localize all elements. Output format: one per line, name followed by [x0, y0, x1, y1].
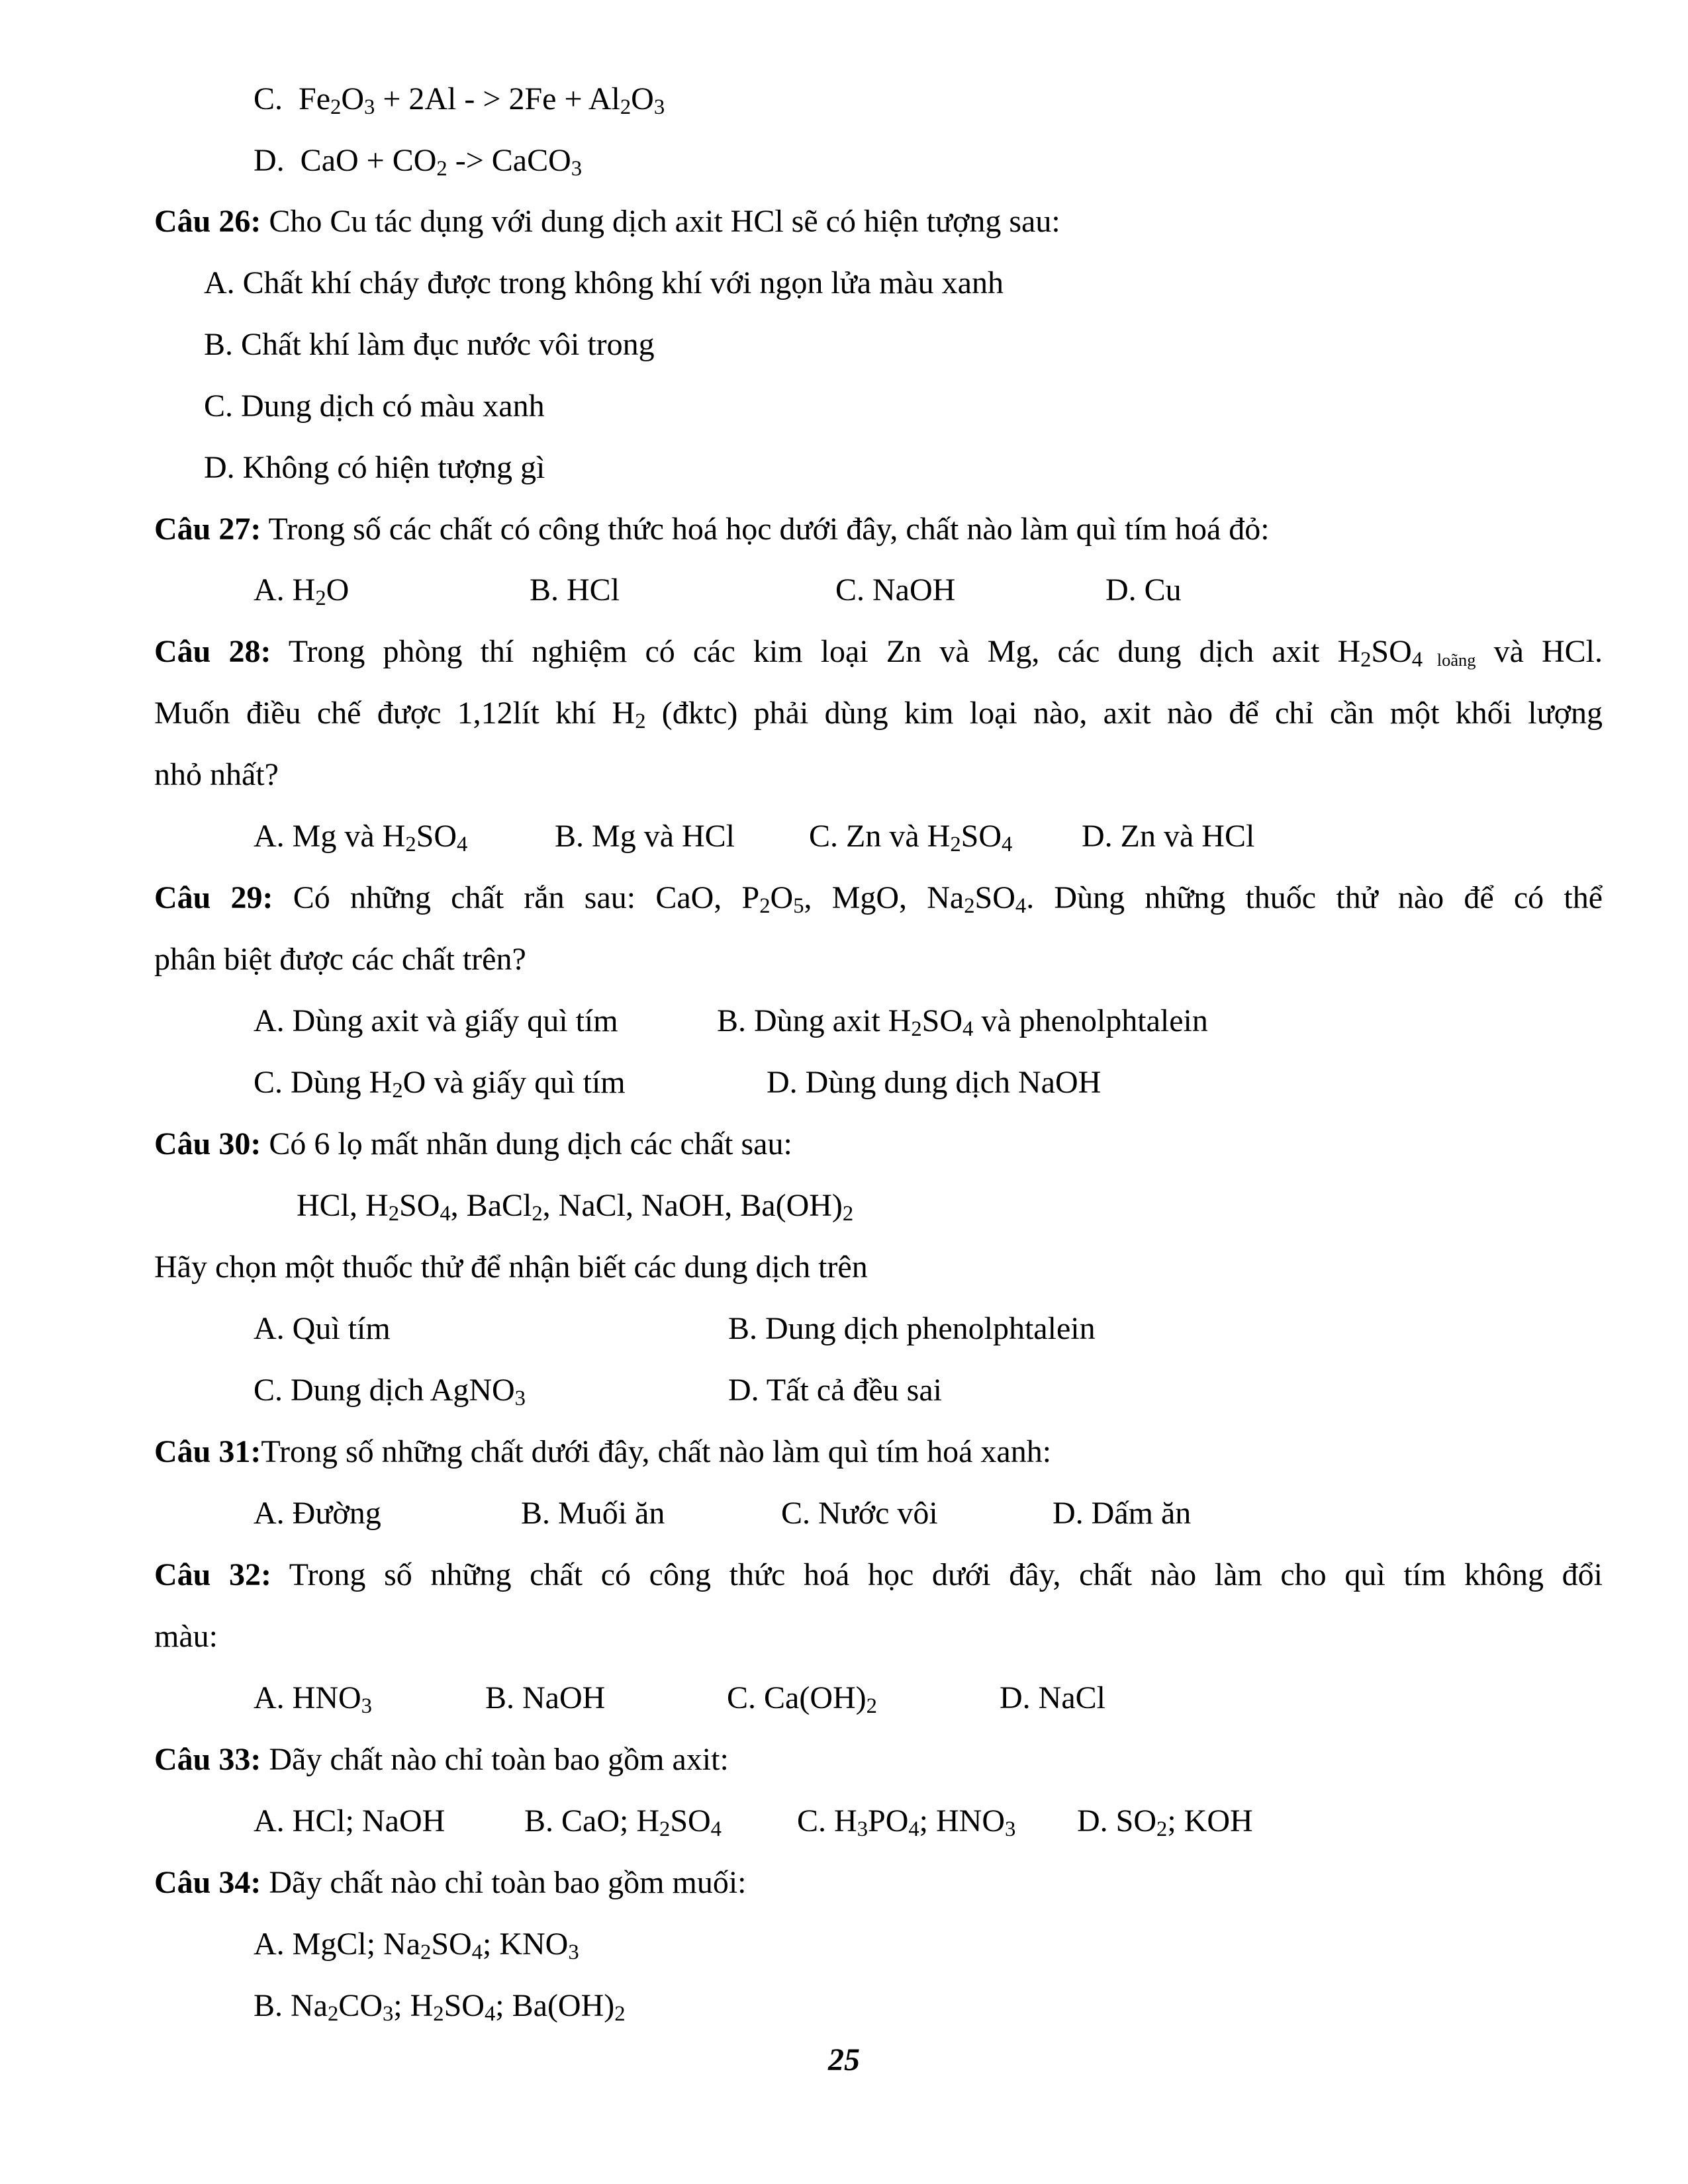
q28-option-b: B. Mg và HCl [555, 819, 735, 854]
q27-option-b: B. HCl [530, 572, 620, 608]
q34-option-a: A. MgCl; $Na_2SO_4$; $KNO_3$ [254, 1927, 579, 1965]
q27-question: Câu 27: Trong số các chất có công thức hoá học dưới đây, chất nào làm quì tím hoá đỏ: [154, 512, 1270, 547]
q28-option-c: C. Zn và $H_2SO_4$ [809, 819, 1013, 857]
q34-question: Câu 34: Dãy chất nào chỉ toàn bao gồm muối: [154, 1865, 747, 1900]
q33-option-a: A. HCl; NaOH [254, 1803, 445, 1839]
q30-prompt: Hãy chọn một thuốc thử để nhận biết các dung dịch trên [154, 1250, 868, 1285]
q25-option-d: D. CaO + $CO_2$ -> CaCO$_3$ [254, 143, 583, 181]
q27-option-c: C. NaOH [835, 572, 956, 608]
q30-question: Câu 30: Có 6 lọ mất nhãn dung dịch các chất sau: [154, 1126, 792, 1161]
q28-option-a: A. Mg và $H_2SO_4$ [254, 819, 468, 857]
q27-option-d: D. Cu [1105, 572, 1182, 608]
q32-question-line1: Câu 32: Trong số những chất có công thức hoá học dưới đây, chất nào làm cho quì tím không đổi [154, 1557, 1603, 1592]
q33-option-b: B. CaO; $H_2SO_4$ [524, 1803, 722, 1842]
q30-substance-list: HCl, $H_2SO_4$, BaCl$_2$, NaCl, NaOH, $Ba(OH)_2$ [297, 1188, 854, 1226]
q32-option-b: B. NaOH [485, 1680, 606, 1715]
q30-option-b: B. Dung dịch phenolphtalein [728, 1311, 1096, 1346]
q30-option-a: A. Quì tím [254, 1311, 391, 1346]
q25-option-c: C. $Fe_2O_3 + 2Al$ - > $2Fe + Al_2O_3$ [254, 81, 665, 120]
q31-option-c: C. Nước vôi [781, 1496, 938, 1531]
q32-question-line2: màu: [154, 1619, 218, 1654]
q31-question: Câu 31:Trong số những chất dưới đây, chất nào làm quì tím hoá xanh: [154, 1434, 1052, 1469]
q34-option-b: B. $Na_2CO_3$; $H_2SO_4$; $Ba(OH)_2$ [254, 1988, 626, 2026]
page-number: 25 [828, 2042, 860, 2077]
q26-option-d: D. Không có hiện tượng gì [204, 450, 545, 485]
q30-option-d: D. Tất cả đều sai [728, 1373, 942, 1408]
q33-option-c: C. $H_3PO_4$; $HNO_3$ [797, 1803, 1016, 1842]
q32-option-a: A. $HNO_3$ [254, 1680, 372, 1719]
q30-option-c: C. Dung dịch AgNO$_3$ [254, 1373, 526, 1411]
q31-option-d: D. Dấm ăn [1053, 1496, 1192, 1531]
q26-option-c: C. Dung dịch có màu xanh [204, 388, 545, 424]
q26-option-a: A. Chất khí cháy được trong không khí với ngọn lửa màu xanh [204, 265, 1004, 300]
q29-option-c: C. Dùng $H_2O$ và giấy quì tím [254, 1065, 626, 1103]
q29-option-a: A. Dùng axit và giấy quì tím [254, 1003, 618, 1038]
q28-question-line3: nhỏ nhất? [154, 757, 279, 792]
q29-question-line1: Câu 29: Có những chất rắn sau: CaO, $P_2O_5$, MgO, $Na_2SO_4$. Dùng những thuốc thử nào để có thể [154, 880, 1603, 919]
q26-question: Câu 26: Cho Cu tác dụng với dung dịch axit HCl sẽ có hiện tượng sau: [154, 204, 1060, 239]
q26-option-b: B. Chất khí làm đục nước vôi trong [204, 327, 655, 362]
q33-option-d: D. $SO_2$; KOH [1077, 1803, 1253, 1842]
q32-option-c: C. $Ca(OH)_2$ [727, 1680, 877, 1719]
q31-option-b: B. Muối ăn [521, 1496, 665, 1531]
q29-option-d: D. Dùng dung dịch NaOH [767, 1065, 1102, 1100]
q27-option-a: A. $H_2O$ [254, 572, 350, 611]
q28-option-d: D. Zn và HCl [1082, 819, 1255, 854]
q28-question-line1: Câu 28: Trong phòng thí nghiệm có các kim loại Zn và Mg, các dung dịch axit $H_2SO_4$ $_{loãng}$ và HCl. [154, 634, 1603, 672]
q28-question-line2: Muốn điều chế được 1,12lít khí $H_2$ (đktc) phải dùng kim loại nào, axit nào để chỉ cần một khối lượng [154, 696, 1603, 734]
q32-option-d: D. NaCl [1000, 1680, 1105, 1715]
q31-option-a: A. Đường [254, 1496, 381, 1531]
q29-question-line2: phân biệt được các chất trên? [154, 942, 526, 977]
q33-question: Câu 33: Dãy chất nào chỉ toàn bao gồm axit: [154, 1742, 729, 1777]
q29-option-b: B. Dùng axit $H_2SO_4$ và phenolphtalein [717, 1003, 1208, 1042]
